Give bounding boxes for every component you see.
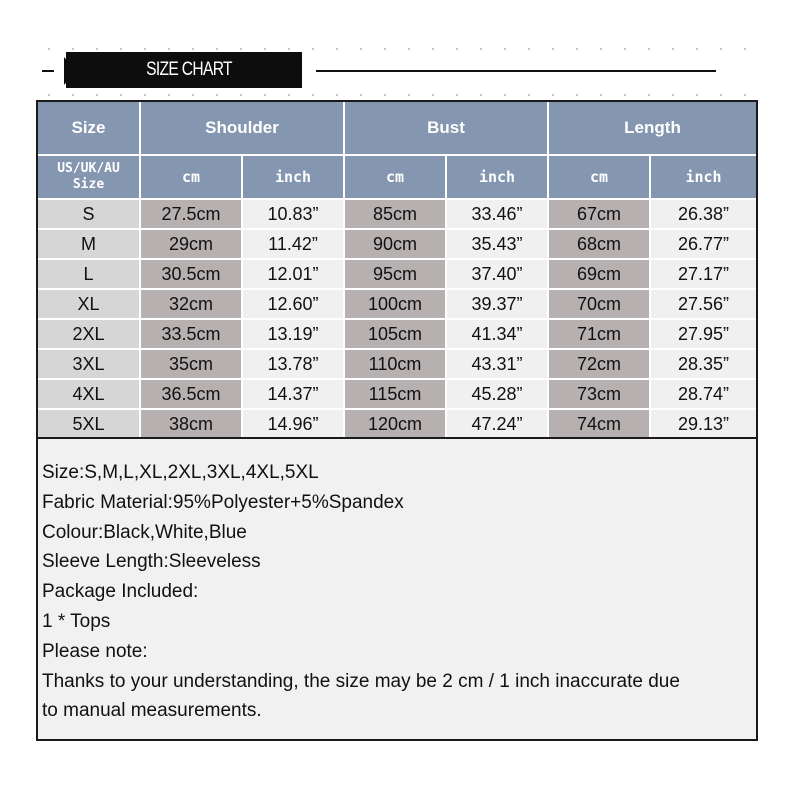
note-line: Size:S,M,L,XL,2XL,3XL,4XL,5XL — [42, 462, 319, 483]
bust-inch-cell: 41.34” — [446, 319, 548, 349]
subheader-bust-cm: cm — [344, 155, 446, 199]
length-inch-cell: 27.56” — [650, 289, 756, 319]
length-cm-cell: 69cm — [548, 259, 650, 289]
length-cm-cell: 71cm — [548, 319, 650, 349]
bust-cm-cell: 120cm — [344, 409, 446, 439]
shoulder-cm-cell: 32cm — [140, 289, 242, 319]
shoulder-inch-cell: 14.96” — [242, 409, 344, 439]
shoulder-cm-cell: 27.5cm — [140, 199, 242, 229]
subheader-shoulder-cm: cm — [140, 155, 242, 199]
length-inch-cell: 27.95” — [650, 319, 756, 349]
bust-cm-cell: 90cm — [344, 229, 446, 259]
note-line: Please note: — [42, 640, 148, 662]
subheader-size-region — [38, 155, 140, 199]
size-cell: S — [38, 199, 140, 229]
shoulder-inch-cell: 10.83” — [242, 199, 344, 229]
length-cm-cell: 72cm — [548, 349, 650, 379]
shoulder-cm-cell: 30.5cm — [140, 259, 242, 289]
size-cell: 5XL — [38, 409, 140, 439]
shoulder-cm-cell: 36.5cm — [140, 379, 242, 409]
size-chart-title: SIZE CHART — [146, 59, 232, 80]
note-line: Sleeve Length:Sleeveless — [42, 551, 261, 573]
length-inch-cell: 28.35” — [650, 349, 756, 379]
shoulder-inch-cell: 13.78” — [242, 349, 344, 379]
size-cell: M — [38, 229, 140, 259]
length-cm-cell: 70cm — [548, 289, 650, 319]
length-cm-cell: 73cm — [548, 379, 650, 409]
size-chart-box — [36, 100, 758, 741]
shoulder-inch-cell: 12.01” — [242, 259, 344, 289]
subheader-length-inch: inch — [650, 155, 756, 199]
length-cm-cell: 68cm — [548, 229, 650, 259]
bust-cm-cell: 95cm — [344, 259, 446, 289]
note-line: Thanks to your understanding, the size may be 2 cm / 1 inch inaccurate due — [42, 670, 680, 692]
bust-inch-cell: 35.43” — [446, 229, 548, 259]
product-notes — [42, 458, 754, 726]
table-row — [38, 229, 756, 259]
length-inch-cell: 29.13” — [650, 409, 756, 439]
title-rule-line — [316, 70, 716, 72]
note-line: Package Included: — [42, 581, 199, 603]
size-cell: 2XL — [38, 319, 140, 349]
bust-inch-cell: 37.40” — [446, 259, 548, 289]
length-inch-cell: 26.77” — [650, 229, 756, 259]
header-size: Size — [38, 102, 140, 155]
table-row — [38, 289, 756, 319]
bust-inch-cell: 33.46” — [446, 199, 548, 229]
table-row — [38, 319, 756, 349]
table-subheader-row — [38, 155, 756, 199]
table-row — [38, 349, 756, 379]
subheader-size-line2: Size — [72, 177, 105, 192]
shoulder-inch-cell: 11.42” — [242, 229, 344, 259]
bust-inch-cell: 45.28” — [446, 379, 548, 409]
note-line: Fabric Material:95%Polyester+5%Spandex — [42, 491, 404, 513]
length-inch-cell: 27.17” — [650, 259, 756, 289]
shoulder-cm-cell: 35cm — [140, 349, 242, 379]
bust-inch-cell: 43.31” — [446, 349, 548, 379]
bust-cm-cell: 110cm — [344, 349, 446, 379]
length-cm-cell: 67cm — [548, 199, 650, 229]
note-line: Colour:Black,White,Blue — [42, 521, 247, 543]
bust-inch-cell: 39.37” — [446, 289, 548, 319]
note-line: 1 * Tops — [42, 610, 111, 632]
table-header-row — [38, 102, 756, 155]
header-shoulder: Shoulder — [140, 102, 344, 155]
size-table — [38, 102, 756, 439]
subheader-shoulder-inch: inch — [242, 155, 344, 199]
shoulder-cm-cell: 33.5cm — [140, 319, 242, 349]
title-left-dash — [42, 70, 54, 72]
bust-cm-cell: 100cm — [344, 289, 446, 319]
subheader-length-cm: cm — [548, 155, 650, 199]
size-cell: 4XL — [38, 379, 140, 409]
size-cell: XL — [38, 289, 140, 319]
table-row — [38, 379, 756, 409]
table-row — [38, 199, 756, 229]
shoulder-inch-cell: 13.19” — [242, 319, 344, 349]
bust-cm-cell: 85cm — [344, 199, 446, 229]
length-inch-cell: 28.74” — [650, 379, 756, 409]
size-cell: L — [38, 259, 140, 289]
size-chart-title-bar — [40, 50, 760, 92]
bust-inch-cell: 47.24” — [446, 409, 548, 439]
subheader-bust-inch: inch — [446, 155, 548, 199]
bust-cm-cell: 115cm — [344, 379, 446, 409]
table-row — [38, 409, 756, 439]
banner-ribbon-left — [64, 57, 76, 85]
dotted-guide-bottom — [40, 94, 760, 96]
table-row — [38, 259, 756, 289]
length-cm-cell: 74cm — [548, 409, 650, 439]
note-line: to manual measurements. — [42, 700, 262, 722]
length-inch-cell: 26.38” — [650, 199, 756, 229]
table-notes-divider — [38, 437, 756, 439]
size-cell: 3XL — [38, 349, 140, 379]
bust-cm-cell: 105cm — [344, 319, 446, 349]
shoulder-cm-cell: 38cm — [140, 409, 242, 439]
subheader-size-line1: US/UK/AU — [57, 161, 120, 176]
shoulder-inch-cell: 14.37” — [242, 379, 344, 409]
shoulder-cm-cell: 29cm — [140, 229, 242, 259]
header-length: Length — [548, 102, 756, 155]
header-bust: Bust — [344, 102, 548, 155]
shoulder-inch-cell: 12.60” — [242, 289, 344, 319]
